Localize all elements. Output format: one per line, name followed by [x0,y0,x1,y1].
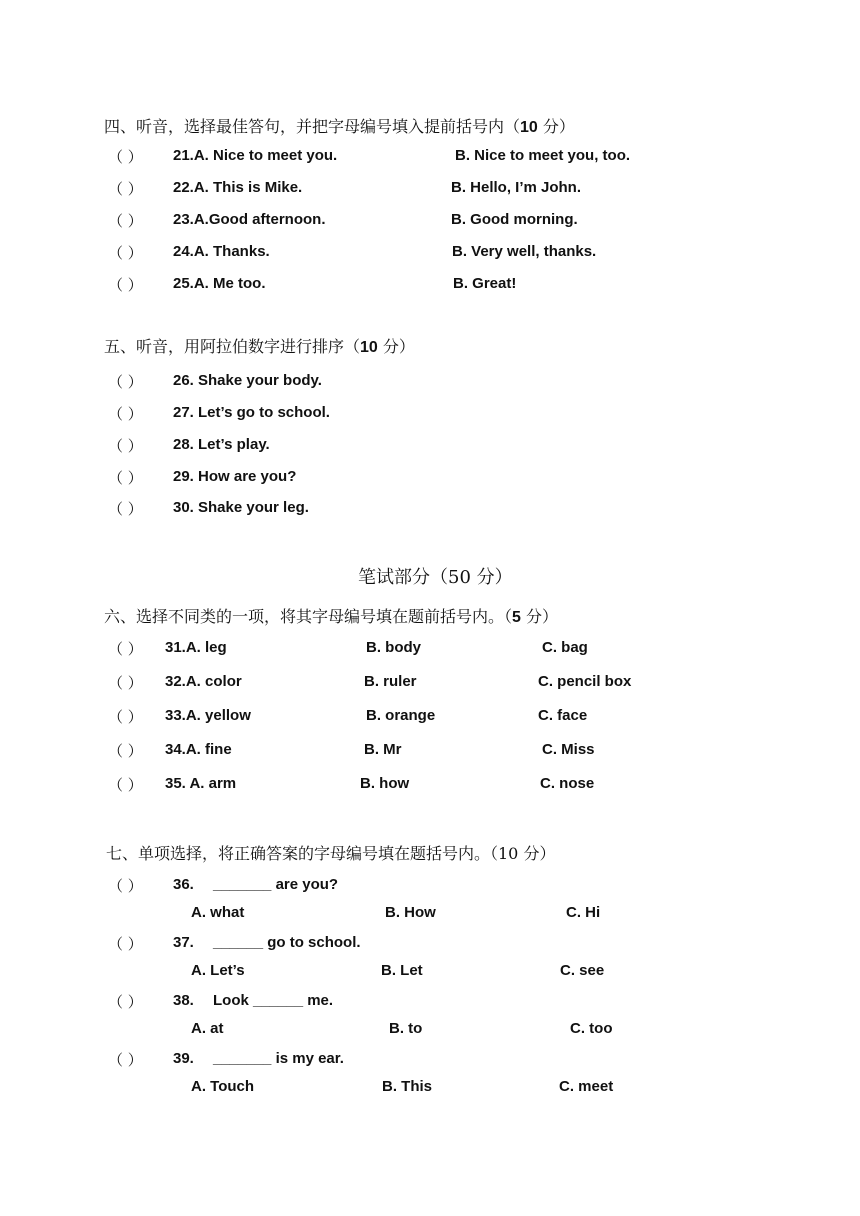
option-b: B. Let [381,962,423,979]
question-option-b: B. Hello, I’m John. [451,179,582,196]
option-a: 31.A. leg [165,639,227,656]
question-option-a: 24.A. Thanks. [173,243,270,260]
option-b: B. body [366,639,421,656]
answer-paren: （ ） [108,993,143,1011]
ordering-item: 30. Shake your leg. [173,499,309,516]
answer-paren: （ ） [108,640,143,658]
option-b: B. ruler [364,673,417,690]
answer-paren: （ ） [108,935,143,953]
answer-paren: （ ） [108,674,143,692]
option-c: C. see [560,962,605,979]
answer-paren: （ ） [108,877,143,895]
question-stem: _______ are you? [213,876,339,893]
ordering-item: 28. Let’s play. [173,436,270,453]
question-option-a: 21.A. Nice to meet you. [173,147,338,164]
question-option-b: B. Good morning. [451,211,578,228]
option-c: C. Miss [542,741,595,758]
question-option-b: B. Nice to meet you, too. [455,147,631,164]
option-b: B. how [360,775,410,792]
question-option-b: B. Very well, thanks. [452,243,597,260]
option-a: A. at [191,1020,224,1037]
option-a: 35. A. arm [165,775,237,792]
option-c: C. bag [542,639,588,656]
question-option-a: 22.A. This is Mike. [173,179,303,196]
question-option-a: 23.A.Good afternoon. [173,211,326,228]
ordering-item: 29. How are you? [173,468,297,485]
option-b: B. to [389,1020,423,1037]
question-stem: ______ go to school. [213,934,361,951]
answer-paren: （ ） [108,276,143,294]
question-stem: _______ is my ear. [213,1050,344,1067]
option-b: B. This [382,1078,433,1095]
answer-paren: （ ） [108,469,143,487]
option-c: C. pencil box [538,673,632,690]
question-option-a: 25.A. Me too. [173,275,266,292]
option-b: B. Mr [364,741,402,758]
answer-paren: （ ） [108,405,143,423]
option-a: A. Touch [191,1078,255,1095]
answer-paren: （ ） [108,776,143,794]
question-stem: Look ______ me. [213,992,334,1009]
ordering-item: 26. Shake your body. [173,372,322,389]
option-b: B. orange [366,707,436,724]
answer-paren: （ ） [108,148,143,166]
option-c: C. Hi [566,904,601,921]
option-c: C. too [570,1020,613,1037]
ordering-item: 27. Let’s go to school. [173,404,330,421]
option-a: A. Let’s [191,962,245,979]
section-5-heading: 五、听音，用阿拉伯数字进行排序（10 分） [104,337,415,356]
section-7-heading: 七、单项选择，将正确答案的字母编号填在题括号内。（10 分） [106,844,556,863]
answer-paren: （ ） [108,500,143,518]
section-4-heading: 四、听音，选择最佳答句，并把字母编号填入提前括号内（10 分） [104,117,575,136]
answer-paren: （ ） [108,373,143,391]
option-a: 33.A. yellow [165,707,251,724]
section-6-heading: 六、选择不同类的一项，将其字母编号填在题前括号内。（5 分） [104,607,559,626]
option-a: 34.A. fine [165,741,232,758]
option-c: C. face [538,707,588,724]
answer-paren: （ ） [108,708,143,726]
answer-paren: （ ） [108,437,143,455]
answer-paren: （ ） [108,1051,143,1069]
option-c: C. meet [559,1078,614,1095]
question-number: 36. [173,876,194,893]
option-a: A. what [191,904,245,921]
question-number: 39. [173,1050,194,1067]
question-number: 37. [173,934,194,951]
answer-paren: （ ） [108,180,143,198]
question-option-b: B. Great! [453,275,517,292]
option-b: B. How [385,904,436,921]
answer-paren: （ ） [108,212,143,230]
option-c: C. nose [540,775,595,792]
option-a: 32.A. color [165,673,242,690]
question-number: 38. [173,992,194,1009]
answer-paren: （ ） [108,244,143,262]
answer-paren: （ ） [108,742,143,760]
written-part-title: 笔试部分（50 分） [358,567,513,588]
